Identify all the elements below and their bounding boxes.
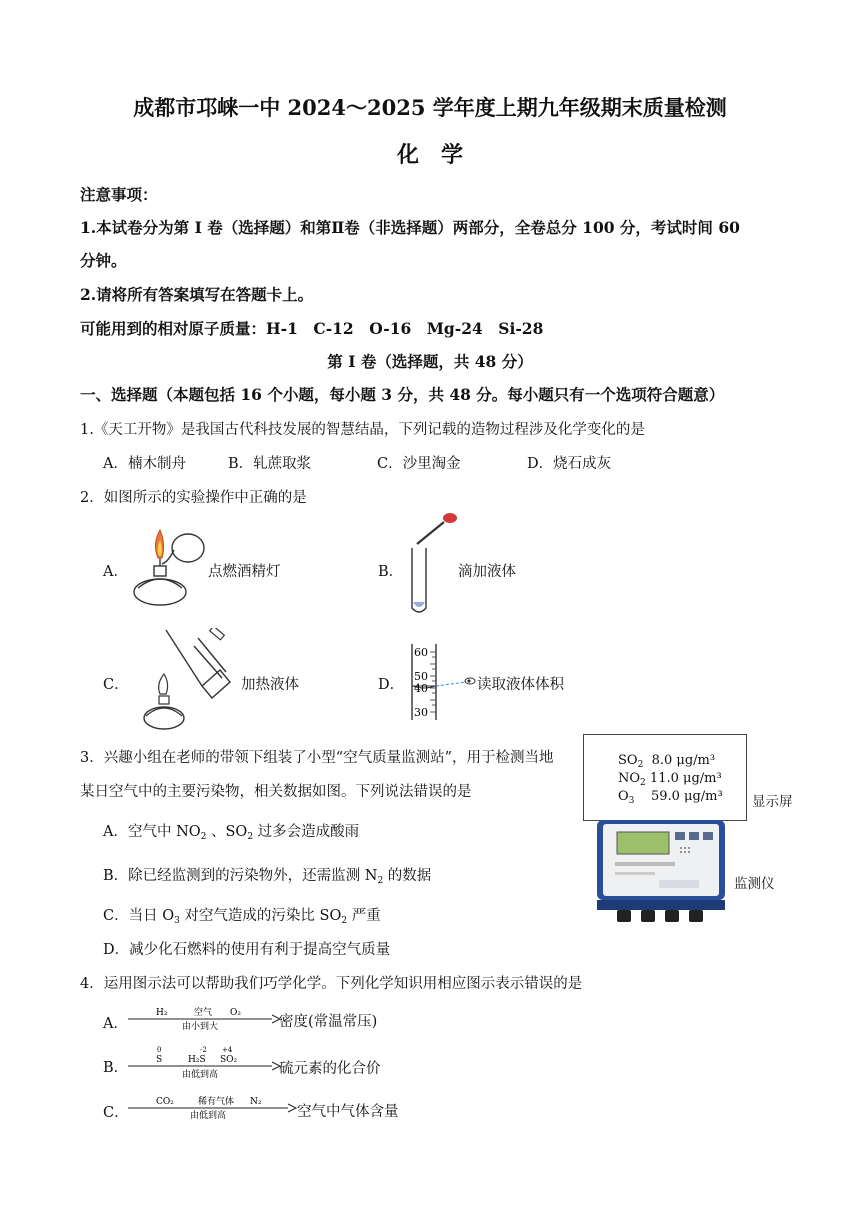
q1-option-a: A．楠木制舟 [103, 456, 186, 472]
q2-option-c-letter: C． [103, 677, 129, 693]
q4-option-c-letter: C． [103, 1105, 129, 1121]
screen-label: 显示屏 [752, 794, 793, 810]
q4-a-item-3: O₂ [230, 1008, 241, 1018]
q3-option-a: A．空气中 $NO_2$ 、$SO_2$ 过多会造成酸雨 [103, 824, 360, 842]
q4-c-item-3: N₂ [250, 1097, 262, 1107]
q4-c-item-1: CO₂ [156, 1097, 174, 1107]
cylinder-tick-60: 60 [414, 646, 428, 659]
q4-c-item-2: 稀有气体 [198, 1097, 235, 1107]
q4-option-a-label: 密度(常温常压) [279, 1014, 378, 1030]
dropper-test-tube-illustration [404, 512, 464, 618]
heating-liquid-illustration [138, 628, 238, 734]
alcohol-lamp-lighting-illustration [128, 522, 212, 612]
q4-option-c-label: 空气中气体含量 [297, 1104, 399, 1120]
q1-option-c: C．沙里淘金 [377, 456, 461, 472]
atomic-masses: 可能用到的相对原子质量：H-1 C-12 O-16 Mg-24 Si-28 [80, 319, 544, 338]
q3-option-d: D．减少化石燃料的使用有利于提高空气质量 [103, 942, 391, 958]
q2-option-b-letter: B． [378, 564, 404, 580]
q4-a-arrow-diagram [126, 1004, 282, 1034]
q4-b-valence-1: 0 [157, 1046, 162, 1054]
reading-so2: $SO_2$ 8.0 μg/m³ [618, 753, 716, 770]
q4-b-valence-2: -2 [200, 1046, 207, 1054]
q3-stem-line2: 某日空气中的主要污染物，相关数据如图。下列说法错误的是 [80, 784, 472, 800]
q4-a-under: 由小到大 [182, 1022, 219, 1032]
q4-a-item-1: H₂ [156, 1008, 168, 1018]
q2-option-a-letter: A． [103, 564, 128, 580]
note-2: 2.请将所有答案填写在答题卡上。 [80, 285, 314, 304]
q3-option-c: C．当日 $O_3$ 对空气造成的污染比 $SO_2$ 严重 [103, 908, 381, 926]
q1-option-b: B．轧蔗取浆 [228, 456, 312, 472]
q4-option-b-label: 硫元素的化合价 [279, 1061, 381, 1077]
q2-stem: 2．如图所示的实验操作中正确的是 [80, 490, 307, 506]
q4-option-a-letter: A． [103, 1016, 128, 1032]
graduated-cylinder-illustration [410, 642, 480, 722]
notes-heading: 注意事项： [80, 185, 158, 204]
q4-b-arrow-diagram [126, 1044, 282, 1080]
part-one-heading: 第 I 卷（选择题，共 48 分） [327, 352, 533, 371]
cylinder-tick-40: 40 [414, 682, 428, 695]
section-heading: 一、选择题（本题包括 16 个小题，每小题 3 分，共 48 分。每小题只有一个选项符合题意） [80, 385, 725, 404]
monitor-display-screen [583, 734, 747, 821]
q2-option-a-label: 点燃酒精灯 [208, 564, 281, 580]
q4-c-under: 由低到高 [190, 1111, 227, 1121]
q3-stem-line1: 3．兴趣小组在老师的带领下组装了小型“空气质量监测站”，用于检测当地 [80, 750, 554, 766]
q3-option-b: B．除已经监测到的污染物外，还需监测 $N_2$ 的数据 [103, 868, 432, 886]
q4-b-under: 由低到高 [182, 1070, 219, 1080]
q2-option-d-letter: D． [378, 677, 405, 693]
monitor-device-illustration [595, 818, 727, 924]
q4-a-item-2: 空气 [194, 1008, 213, 1018]
q4-option-b-letter: B． [103, 1060, 129, 1076]
note-1-line2: 分钟。 [80, 251, 127, 270]
device-label: 监测仪 [734, 876, 775, 892]
q2-option-d-label: 读取液体体积 [477, 677, 564, 693]
q4-b-item-1: S [156, 1055, 163, 1065]
q1-stem: 1.《天工开物》是我国古代科技发展的智慧结晶，下列记载的造物过程涉及化学变化的是 [80, 422, 645, 438]
cylinder-tick-30: 30 [414, 706, 428, 719]
reading-no2: $NO_2$ 11.0 μg/m³ [618, 771, 722, 788]
q1-option-d: D．烧石成灰 [527, 456, 612, 472]
q4-b-item-3: SO₂ [220, 1055, 238, 1065]
q4-b-valence-3: +4 [222, 1046, 233, 1054]
q2-option-b-label: 滴加液体 [458, 564, 516, 580]
q4-c-arrow-diagram [126, 1093, 298, 1123]
q4-b-item-2: H₂S [188, 1055, 206, 1065]
exam-title: 成都市邛崃一中 2024～2025 学年度上期九年级期末质量检测 [133, 95, 727, 120]
q4-stem: 4．运用图示法可以帮助我们巧学化学。下列化学知识用相应图示表示错误的是 [80, 976, 583, 992]
subject-title: 化 学 [396, 142, 463, 168]
q2-option-c-label: 加热液体 [241, 677, 299, 693]
cylinder-tick-50: 50 [414, 670, 428, 683]
reading-o3: $O_3$ 59.0 μg/m³ [618, 789, 723, 806]
note-1-line1: 1.本试卷分为第 I 卷（选择题）和第Ⅱ卷（非选择题）两部分，全卷总分 100 分，考试时间 60 [80, 218, 740, 237]
